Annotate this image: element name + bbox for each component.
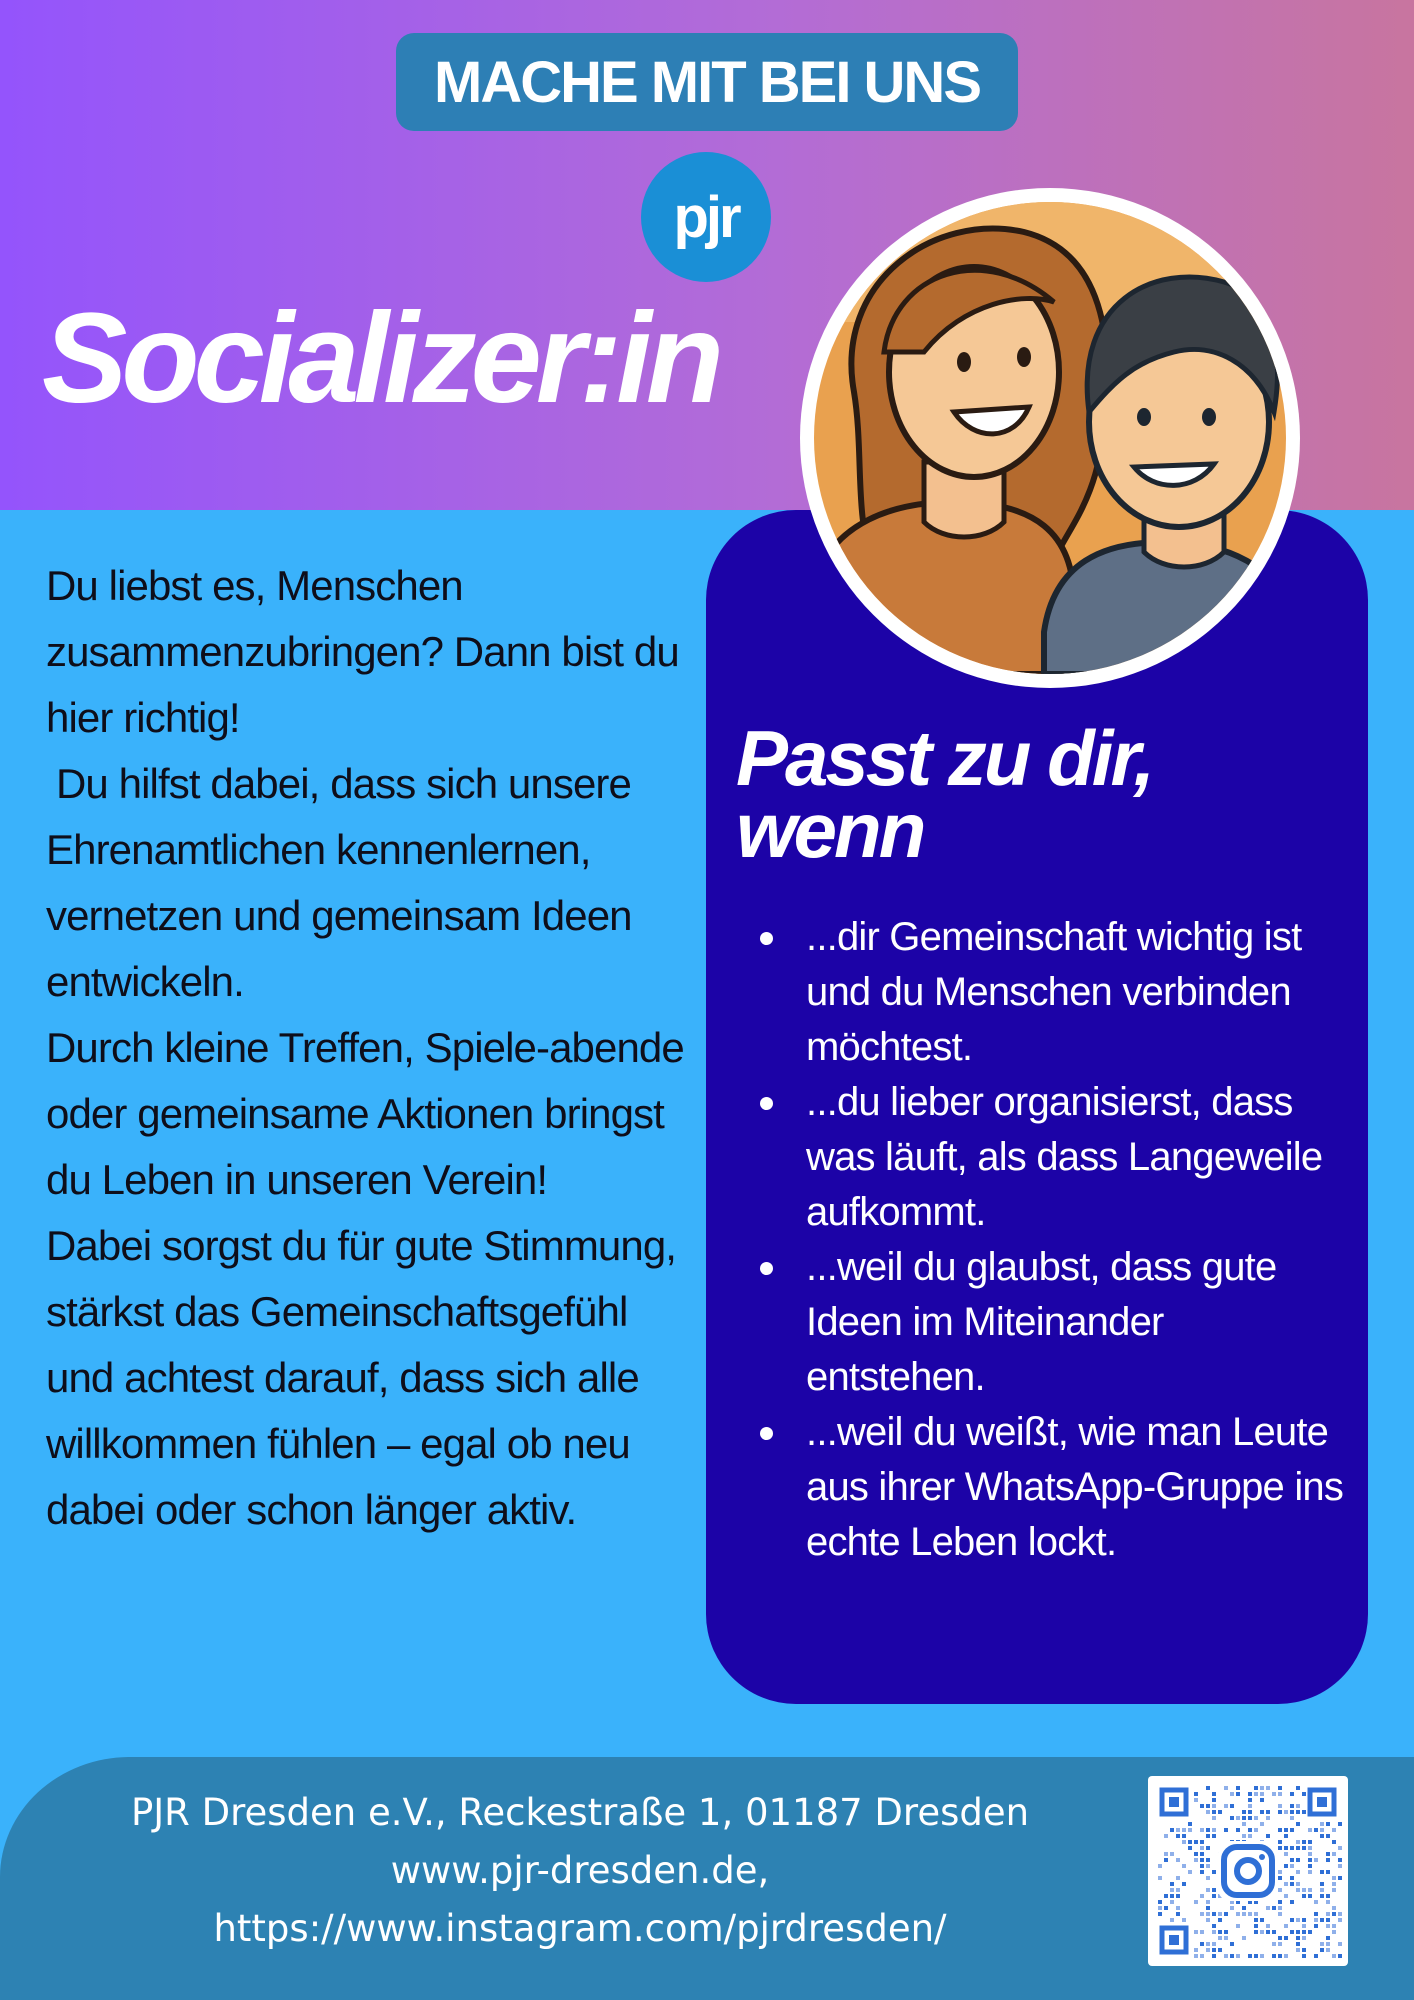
list-item-text: ...dir Gemeinschaft wichtig ist und du Menschen verbinden möchtest. (806, 915, 1302, 1069)
join-badge (396, 33, 1018, 131)
website-link[interactable]: www.pjr-dresden.de, (390, 1849, 770, 1892)
two-people-illustration (814, 202, 1286, 674)
qr-code[interactable] (1148, 1776, 1348, 1966)
fit-list (806, 910, 1346, 1570)
join-label: MACHE MIT BEI UNS (434, 49, 980, 115)
list-item (806, 1075, 1346, 1240)
list-item (806, 1405, 1346, 1570)
intro-paragraph: Du hilfst dabei, dass sich unsere Ehrenamtlichen kennenlernen, vernetzen und gemeinsam Ideen entwickeln. (46, 760, 632, 1005)
intro-paragraph: Du liebst es, Menschen zusammenzubringen? Dann bist du hier richtig! (46, 562, 679, 741)
footer (0, 1757, 1414, 2000)
illustration-frame (800, 188, 1300, 688)
intro-paragraph: Dabei sorgst du für gute Stimmung, stärkst das Gemeinschaftsgefühl und achtest darauf, dass sich alle willkommen fühlen – egal ob neu dabei oder schon länger aktiv. (46, 1222, 677, 1533)
list-item-text: ...du lieber organisierst, dass was läuft, als dass Langeweile aufkommt. (806, 1080, 1323, 1234)
logo-text: pjr (673, 184, 739, 250)
pjr-logo (641, 152, 771, 282)
illustration-image (814, 202, 1286, 674)
list-item-text: ...weil du glaubst, dass gute Ideen im Miteinander entstehen. (806, 1245, 1277, 1399)
contact-info (80, 1784, 1080, 1958)
list-item (806, 910, 1346, 1075)
address: PJR Dresden e.V., Reckestraße 1, 01187 Dresden (130, 1791, 1030, 1834)
list-item-text: ...weil du weißt, wie man Leute aus ihrer WhatsApp-Gruppe ins echte Leben lockt. (806, 1410, 1344, 1564)
intro-paragraph: Durch kleine Treffen, Spiele-abende oder gemeinsame Aktionen bringst du Leben in unseren Verein! (46, 1024, 684, 1203)
fit-panel-title: Passt zu dir, wenn (736, 714, 1153, 874)
intro-text (46, 553, 686, 1543)
list-item (806, 1240, 1346, 1405)
role-title: Socializer:in (42, 287, 718, 430)
instagram-link[interactable]: https://www.instagram.com/pjrdresden/ (213, 1907, 947, 1950)
qr-code-image (1148, 1776, 1348, 1966)
fit-panel (706, 510, 1368, 1704)
